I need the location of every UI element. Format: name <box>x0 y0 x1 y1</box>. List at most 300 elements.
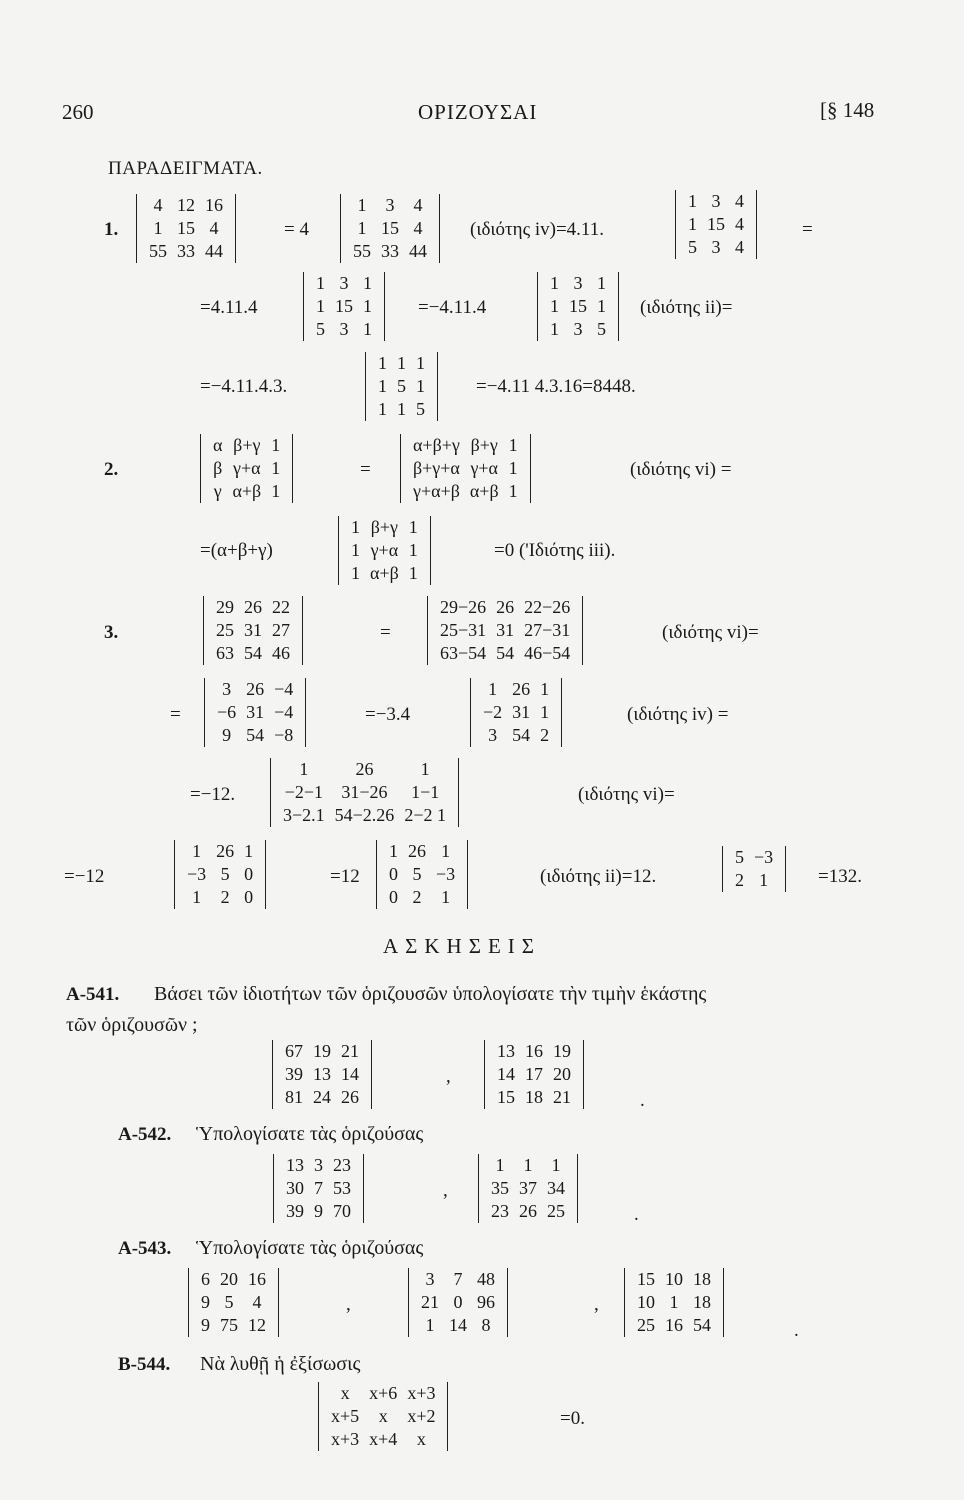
determinant-entry: 5 <box>688 237 697 257</box>
determinant-entry: 3 <box>222 679 232 699</box>
determinant-entry: 25−31 <box>440 620 487 640</box>
determinant-grid <box>683 190 749 259</box>
determinant-grid <box>384 840 460 909</box>
determinant-entry: 3 <box>573 273 583 293</box>
ex3-text-11: =132. <box>818 866 862 887</box>
determinant-entry: 13 <box>286 1155 304 1175</box>
determinant-grid <box>730 846 778 892</box>
determinant-entry: 0 <box>389 864 398 884</box>
determinant-entry: 1 <box>363 273 372 293</box>
ex3-det-8 <box>722 846 786 892</box>
determinant-entry: γ+α <box>370 540 399 560</box>
determinant-entry: 29 <box>216 597 234 617</box>
a543-det-2 <box>408 1268 508 1337</box>
determinant-row <box>435 596 575 619</box>
determinant-row <box>208 434 285 457</box>
determinant-row <box>545 295 611 318</box>
determinant-entry: 3 <box>339 319 349 339</box>
determinant-entry: −3 <box>187 864 207 884</box>
determinant-entry: 0 <box>453 1292 463 1312</box>
a542-label: Α-542. <box>118 1124 172 1145</box>
ex3-text-3: = <box>170 704 181 725</box>
determinant-entry: 1 <box>192 887 202 907</box>
determinant-entry: 3 <box>711 237 721 257</box>
determinant-grid <box>348 194 432 263</box>
determinant-entry: 16 <box>205 195 223 215</box>
determinant-row <box>683 236 749 259</box>
determinant-grid <box>182 840 258 909</box>
determinant-entry: 4 <box>735 191 744 211</box>
determinant-entry: 1 <box>408 563 418 583</box>
determinant-grid <box>478 678 554 747</box>
determinant-entry: γ+α+β <box>413 481 460 501</box>
determinant-entry: α+β <box>370 563 399 583</box>
ex3-text-2: (ιδιότης vi)= <box>662 622 759 643</box>
determinant-row <box>408 457 523 480</box>
ex2-det-3 <box>338 516 431 585</box>
determinant-entry: 26 <box>496 597 515 617</box>
determinant-entry: 25 <box>547 1201 565 1221</box>
determinant-entry: −4 <box>274 702 294 722</box>
determinant-row <box>196 1291 271 1314</box>
determinant-entry: 17 <box>525 1064 543 1084</box>
determinant-row <box>486 1154 570 1177</box>
determinant-entry: x <box>416 1429 426 1449</box>
determinant-entry: 26 <box>355 759 374 779</box>
determinant-entry: 1 <box>316 296 325 316</box>
determinant-entry: 16 <box>248 1269 266 1289</box>
example-3-label: 3. <box>104 622 119 643</box>
determinant-row <box>326 1428 440 1451</box>
determinant-entry: 27−31 <box>524 620 571 640</box>
determinant-row <box>280 1040 364 1063</box>
determinant-entry: 1 <box>378 353 387 373</box>
determinant-entry: 3 <box>425 1269 435 1289</box>
a543-det-1 <box>188 1268 279 1337</box>
example-2-label: 2. <box>104 459 119 480</box>
determinant-row <box>492 1040 576 1063</box>
determinant-entry: 0 <box>389 887 398 907</box>
determinant-entry: 3 <box>573 319 583 339</box>
determinant-entry: 3 <box>488 725 498 745</box>
determinant-entry: x <box>378 1406 388 1426</box>
determinant-entry: 1 <box>495 1155 505 1175</box>
determinant-row <box>311 272 377 295</box>
b544-label: Β-544. <box>118 1354 171 1375</box>
determinant-entry: x+4 <box>369 1429 398 1449</box>
determinant-row <box>346 562 423 585</box>
determinant-entry: 2 <box>412 887 422 907</box>
determinant-entry: 5 <box>416 399 425 419</box>
determinant-grid <box>326 1382 440 1451</box>
a541-label: Α-541. <box>66 984 120 1005</box>
determinant-row <box>478 701 554 724</box>
determinant-entry: 4 <box>153 195 163 215</box>
determinant-entry: 1 <box>351 540 360 560</box>
determinant-entry: x <box>340 1383 350 1403</box>
determinant-row <box>486 1177 570 1200</box>
determinant-entry: −4 <box>274 679 294 699</box>
determinant-entry: 44 <box>205 241 223 261</box>
determinant-entry: 1 <box>389 841 398 861</box>
determinant-entry: 1 <box>688 191 697 211</box>
determinant-row <box>730 846 778 869</box>
b544-end: =0. <box>560 1408 585 1429</box>
determinant-row <box>348 194 432 217</box>
ex2-det-1 <box>200 434 293 503</box>
determinant-row <box>408 480 523 503</box>
determinant-entry: 15 <box>569 296 587 316</box>
determinant-grid <box>208 434 285 503</box>
a541-sep: , <box>446 1066 451 1087</box>
determinant-entry: 1 <box>244 841 254 861</box>
determinant-entry: 1 <box>597 273 606 293</box>
determinant-entry: 2 <box>540 725 550 745</box>
determinant-entry: 1 <box>397 399 406 419</box>
determinant-grid <box>373 352 430 421</box>
determinant-entry: α+β <box>469 481 499 501</box>
determinant-entry: 5 <box>412 864 422 884</box>
determinant-entry: γ <box>213 481 222 501</box>
determinant-row <box>408 434 523 457</box>
determinant-entry: 14 <box>449 1315 467 1335</box>
determinant-entry: 31 <box>512 702 531 722</box>
determinant-entry: 13 <box>313 1064 331 1084</box>
determinant-row <box>683 213 749 236</box>
determinant-row <box>346 516 423 539</box>
determinant-row <box>384 886 460 909</box>
determinant-entry: 0 <box>244 864 254 884</box>
determinant-entry: 2−2 1 <box>404 805 446 825</box>
determinant-row <box>144 240 228 263</box>
determinant-entry: 15 <box>637 1269 655 1289</box>
determinant-entry: 25 <box>216 620 234 640</box>
determinant-row <box>311 295 377 318</box>
determinant-entry: 5 <box>224 1292 234 1312</box>
determinant-entry: 4 <box>413 218 423 238</box>
determinant-entry: 3 <box>711 191 721 211</box>
ex2-text-1: = <box>360 459 371 480</box>
page-number: 260 <box>62 100 94 124</box>
determinant-entry: 13 <box>497 1041 515 1061</box>
determinant-entry: 26 <box>408 841 426 861</box>
determinant-entry: 54 <box>512 725 531 745</box>
determinant-entry: −3 <box>754 847 774 867</box>
determinant-entry: 9 <box>201 1292 210 1312</box>
determinant-entry: 9 <box>201 1315 210 1335</box>
determinant-entry: 1 <box>508 458 518 478</box>
determinant-entry: 1 <box>508 481 518 501</box>
determinant-entry: 1 <box>351 563 360 583</box>
determinant-entry: 1 <box>508 435 518 455</box>
determinant-entry: 1 <box>408 517 418 537</box>
determinant-grid <box>278 758 451 827</box>
determinant-entry: −3 <box>436 864 456 884</box>
a543-end: . <box>794 1320 799 1341</box>
determinant-entry: 18 <box>525 1087 543 1107</box>
determinant-entry: 1 <box>669 1292 679 1312</box>
determinant-entry: 16 <box>525 1041 543 1061</box>
determinant-entry: −2 <box>483 702 503 722</box>
determinant-entry: 1 <box>416 376 425 396</box>
determinant-entry: α+β+γ <box>413 435 460 455</box>
determinant-entry: 16 <box>665 1315 683 1335</box>
determinant-entry: 54 <box>693 1315 711 1335</box>
ex3-det-3 <box>204 678 306 747</box>
determinant-row <box>478 724 554 747</box>
determinant-entry: 1 <box>271 435 281 455</box>
determinant-row <box>212 724 298 747</box>
determinant-row <box>384 863 460 886</box>
determinant-entry: γ+α <box>233 458 261 478</box>
determinant-entry: β+γ+α <box>413 458 460 478</box>
section-ref: [§ 148 <box>820 98 875 122</box>
ex3-det-4 <box>470 678 562 747</box>
determinant-entry: 27 <box>272 620 290 640</box>
determinant-entry: 75 <box>220 1315 238 1335</box>
determinant-entry: 46−54 <box>524 643 571 663</box>
determinant-entry: 31 <box>244 620 262 640</box>
determinant-entry: 22 <box>272 597 290 617</box>
determinant-entry: 5 <box>220 864 230 884</box>
determinant-row <box>373 352 430 375</box>
determinant-row <box>208 480 285 503</box>
ex1-det-1 <box>136 194 236 263</box>
a542-end: . <box>634 1204 639 1225</box>
determinant-row <box>326 1405 440 1428</box>
determinant-grid <box>211 596 295 665</box>
determinant-entry: 1 <box>540 679 550 699</box>
determinant-entry: β+γ <box>370 517 398 537</box>
ex1-text-8: =−4.11 4.3.16=8448. <box>476 376 636 397</box>
determinant-entry: 1 <box>441 887 451 907</box>
example-1-label: 1. <box>104 219 119 240</box>
determinant-entry: 1 <box>363 319 372 339</box>
determinant-row <box>278 781 451 804</box>
ex2-det-2 <box>400 434 531 503</box>
a543-label: Α-543. <box>118 1238 172 1259</box>
determinant-entry: x+2 <box>407 1406 436 1426</box>
determinant-entry: 0 <box>244 887 254 907</box>
determinant-grid <box>435 596 575 665</box>
determinant-entry: 3 <box>314 1155 323 1175</box>
determinant-entry: 24 <box>313 1087 331 1107</box>
determinant-entry: 81 <box>285 1087 303 1107</box>
determinant-grid <box>492 1040 576 1109</box>
determinant-row <box>326 1382 440 1405</box>
determinant-grid <box>281 1154 356 1223</box>
determinant-entry: 1 <box>378 376 387 396</box>
determinant-grid <box>486 1154 570 1223</box>
a541-text-1: Βάσει τῶν ἰδιοτήτων τῶν ὁριζουσῶν ὑπολογίσατε τὴν τιμὴν ἑκάστης <box>154 983 707 1005</box>
determinant-row <box>212 701 298 724</box>
determinant-row <box>348 240 432 263</box>
a542-text: Ὑπολογίσατε τὰς ὁριζούσας <box>196 1123 424 1145</box>
ex3-text-1: = <box>380 622 391 643</box>
determinant-grid <box>280 1040 364 1109</box>
determinant-entry: 4 <box>413 195 423 215</box>
determinant-entry: β <box>213 458 223 478</box>
determinant-entry: x+5 <box>331 1406 360 1426</box>
determinant-row <box>435 642 575 665</box>
determinant-row <box>281 1177 356 1200</box>
determinant-entry: −6 <box>217 702 237 722</box>
ex3-text-5: (ιδιότης iv) = <box>627 704 729 725</box>
determinant-entry: 70 <box>333 1201 351 1221</box>
determinant-entry: 54−2.26 <box>334 805 395 825</box>
determinant-entry: 1 <box>299 759 309 779</box>
determinant-entry: 54 <box>496 643 515 663</box>
determinant-entry: 44 <box>409 241 427 261</box>
ex1-text-2: (ιδιότης iv)=4.11. <box>470 219 604 240</box>
ex3-text-8: =−12 <box>64 866 105 887</box>
determinant-row <box>281 1154 356 1177</box>
determinant-row <box>211 619 295 642</box>
determinant-entry: 1 <box>551 1155 561 1175</box>
determinant-entry: 26 <box>512 679 531 699</box>
page-title: ΟΡΙΖΟΥΣΑΙ <box>418 100 538 124</box>
determinant-row <box>182 840 258 863</box>
a542-sep: , <box>443 1180 448 1201</box>
ex3-text-10: (ιδιότης ii)=12. <box>540 866 657 887</box>
a541-end: . <box>640 1090 645 1111</box>
determinant-row <box>373 398 430 421</box>
determinant-entry: 39 <box>285 1064 303 1084</box>
determinant-entry: 9 <box>222 725 232 745</box>
ex3-text-6: =−12. <box>190 784 236 805</box>
determinant-grid <box>416 1268 500 1337</box>
determinant-entry: 55 <box>149 241 167 261</box>
determinant-entry: −2−1 <box>284 782 323 802</box>
determinant-entry: 30 <box>286 1178 304 1198</box>
determinant-entry: 5 <box>397 376 406 396</box>
determinant-row <box>416 1268 500 1291</box>
determinant-row <box>311 318 377 341</box>
determinant-entry: 18 <box>693 1292 711 1312</box>
determinant-entry: 53 <box>333 1178 351 1198</box>
b544-text: Νὰ λυθῇ ἡ ἐξίσωσις <box>200 1353 361 1375</box>
determinant-entry: 5 <box>316 319 325 339</box>
b544-det-1 <box>318 1382 448 1451</box>
determinant-entry: 33 <box>177 241 195 261</box>
ex1-det-6 <box>365 352 438 421</box>
determinant-entry: 1 <box>351 517 360 537</box>
a543-sep-1: , <box>346 1294 351 1315</box>
determinant-row <box>280 1086 364 1109</box>
determinant-entry: 54 <box>244 643 262 663</box>
determinant-entry: 15 <box>381 218 399 238</box>
determinant-entry: 1 <box>271 458 281 478</box>
examples-title: ΠΑΡΑΔΕΙΓΜΑΤΑ. <box>108 158 263 179</box>
ex3-det-2 <box>427 596 583 665</box>
determinant-row <box>196 1268 271 1291</box>
a541-det-1 <box>272 1040 372 1109</box>
determinant-entry: 12 <box>248 1315 266 1335</box>
determinant-entry: 21 <box>553 1087 571 1107</box>
determinant-row <box>545 318 611 341</box>
determinant-row <box>182 886 258 909</box>
determinant-entry: 20 <box>220 1269 238 1289</box>
determinant-row <box>144 194 228 217</box>
ex1-text-4: =4.11.4 <box>200 297 258 318</box>
determinant-entry: 1 <box>357 218 367 238</box>
determinant-grid <box>545 272 611 341</box>
ex1-det-5 <box>537 272 619 341</box>
determinant-entry: 21 <box>341 1041 359 1061</box>
ex3-text-4: =−3.4 <box>365 704 411 725</box>
determinant-entry: 10 <box>637 1292 655 1312</box>
determinant-entry: 96 <box>477 1292 495 1312</box>
ex2-text-3: =(α+β+γ) <box>200 540 273 561</box>
determinant-entry: 5 <box>597 319 606 339</box>
ex2-text-2: (ιδιότης vi) = <box>630 459 732 480</box>
determinant-grid <box>212 678 298 747</box>
a543-sep-2: , <box>594 1294 599 1315</box>
determinant-row <box>348 217 432 240</box>
ex1-det-4 <box>303 272 385 341</box>
determinant-entry: 31−26 <box>341 782 388 802</box>
determinant-entry: 26 <box>341 1087 359 1107</box>
a542-det-1 <box>273 1154 364 1223</box>
determinant-entry: α <box>213 435 223 455</box>
determinant-entry: γ+α <box>470 458 498 478</box>
determinant-grid <box>196 1268 271 1337</box>
determinant-entry: 21 <box>421 1292 439 1312</box>
determinant-entry: x+6 <box>369 1383 398 1403</box>
determinant-entry: 7 <box>314 1178 323 1198</box>
determinant-entry: 4 <box>735 237 744 257</box>
determinant-entry: 15 <box>335 296 353 316</box>
determinant-entry: 1 <box>441 841 451 861</box>
determinant-entry: 26 <box>244 597 262 617</box>
determinant-row <box>144 217 228 240</box>
ex3-det-7 <box>376 840 468 909</box>
determinant-entry: 23 <box>333 1155 351 1175</box>
determinant-grid <box>408 434 523 503</box>
determinant-entry: 35 <box>491 1178 509 1198</box>
determinant-entry: 26 <box>246 679 265 699</box>
determinant-entry: 48 <box>477 1269 495 1289</box>
determinant-entry: 20 <box>553 1064 571 1084</box>
determinant-entry: 22−26 <box>524 597 571 617</box>
determinant-entry: x+3 <box>407 1383 436 1403</box>
determinant-entry: 26 <box>216 841 235 861</box>
determinant-entry: 3 <box>339 273 349 293</box>
determinant-entry: 7 <box>453 1269 463 1289</box>
determinant-entry: 5 <box>735 847 744 867</box>
determinant-entry: 15 <box>177 218 195 238</box>
determinant-entry: 4 <box>252 1292 262 1312</box>
determinant-row <box>281 1200 356 1223</box>
determinant-row <box>632 1268 716 1291</box>
determinant-entry: 39 <box>286 1201 304 1221</box>
determinant-entry: 18 <box>693 1269 711 1289</box>
determinant-row <box>416 1314 500 1337</box>
ex1-det-3 <box>675 190 757 259</box>
determinant-row <box>211 596 295 619</box>
determinant-entry: 9 <box>314 1201 323 1221</box>
determinant-row <box>373 375 430 398</box>
determinant-entry: 1 <box>363 296 372 316</box>
determinant-row <box>683 190 749 213</box>
determinant-entry: 23 <box>491 1201 509 1221</box>
ex3-det-5 <box>270 758 459 827</box>
ex2-text-4: =0 ('Ιδιότης iii). <box>494 540 616 561</box>
determinant-row <box>632 1291 716 1314</box>
determinant-entry: 4 <box>735 214 744 234</box>
a541-text-2: τῶν ὁριζουσῶν ; <box>66 1014 198 1036</box>
determinant-entry: 12 <box>177 195 195 215</box>
